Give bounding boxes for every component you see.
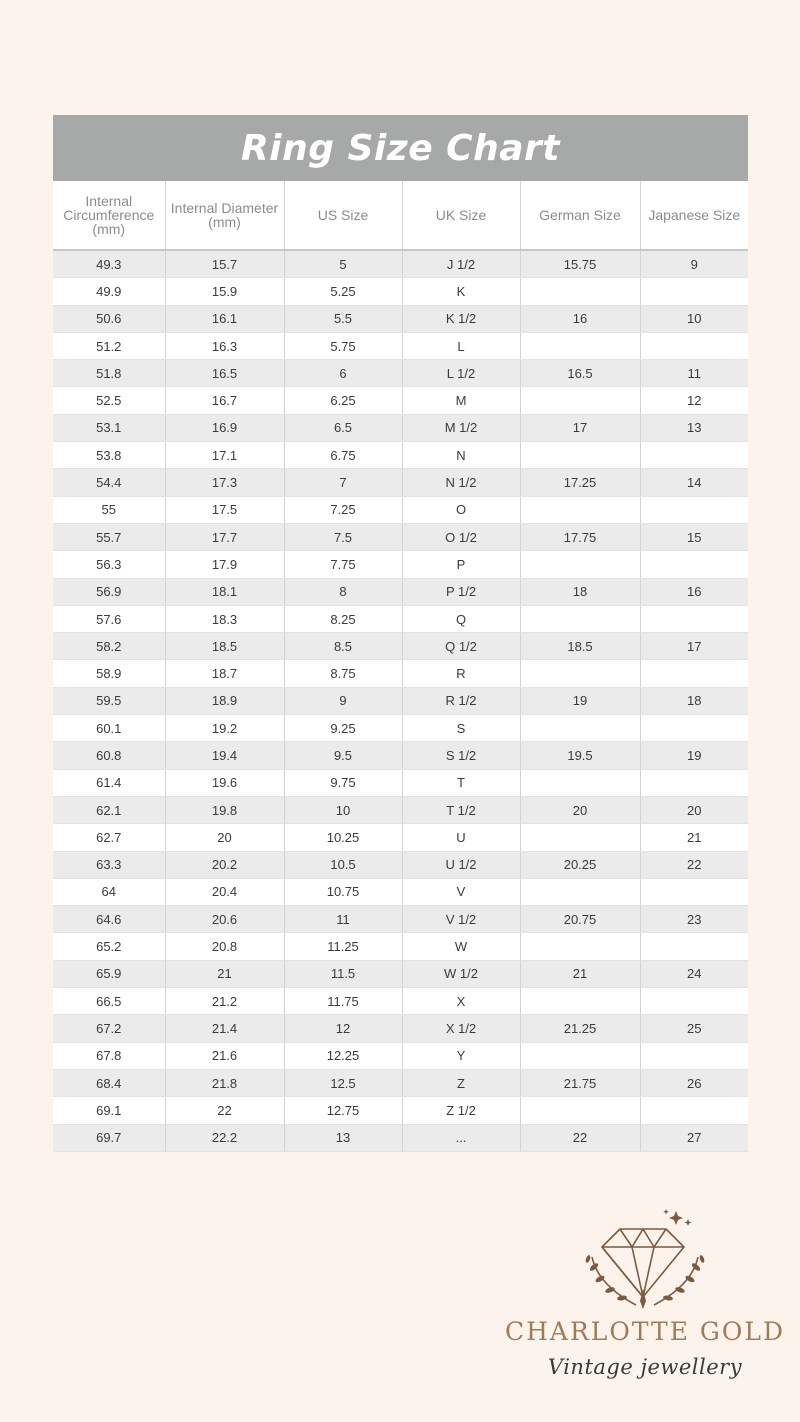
circumference-cell: 54.4: [53, 469, 165, 496]
table-row: [53, 878, 748, 905]
diameter-cell: 20: [165, 824, 284, 851]
japanese-size-cell: [640, 878, 748, 905]
circumference-cell: 64.6: [53, 906, 165, 933]
uk-size-cell: T: [402, 769, 520, 796]
uk-size-cell: S 1/2: [402, 742, 520, 769]
japanese-size-cell: [640, 551, 748, 578]
diameter-cell: 22.2: [165, 1124, 284, 1151]
circumference-cell: 59.5: [53, 687, 165, 714]
japanese-size-cell: 12: [640, 387, 748, 414]
uk-size-cell: Y: [402, 1042, 520, 1069]
table-row: [53, 1015, 748, 1042]
german-size-cell: 16.5: [520, 360, 640, 387]
uk-size-cell: Q: [402, 605, 520, 632]
us-size-cell: 6.5: [284, 414, 402, 441]
us-size-cell: 5.75: [284, 332, 402, 359]
us-size-cell: 8.75: [284, 660, 402, 687]
german-size-cell: [520, 278, 640, 305]
table-row: [53, 469, 748, 496]
circumference-cell: 68.4: [53, 1069, 165, 1096]
circumference-cell: 65.9: [53, 960, 165, 987]
us-size-cell: 7.75: [284, 551, 402, 578]
german-size-cell: 19: [520, 687, 640, 714]
german-size-cell: 17: [520, 414, 640, 441]
german-size-cell: 21: [520, 960, 640, 987]
uk-size-cell: K 1/2: [402, 305, 520, 332]
german-size-cell: [520, 769, 640, 796]
circumference-cell: 55.7: [53, 523, 165, 550]
german-size-cell: [520, 660, 640, 687]
table-row: [53, 742, 748, 769]
header-us-size: US Size: [284, 181, 402, 250]
uk-size-cell: T 1/2: [402, 796, 520, 823]
us-size-cell: 7.25: [284, 496, 402, 523]
table-row: [53, 332, 748, 359]
ring-size-chart: [53, 115, 748, 1152]
diameter-cell: 17.5: [165, 496, 284, 523]
circumference-cell: 51.8: [53, 360, 165, 387]
uk-size-cell: V 1/2: [402, 906, 520, 933]
table-row: [53, 496, 748, 523]
header-row: [53, 181, 748, 250]
table-row: [53, 933, 748, 960]
table-row: [53, 960, 748, 987]
diameter-cell: 19.4: [165, 742, 284, 769]
us-size-cell: 8.25: [284, 605, 402, 632]
japanese-size-cell: [640, 1042, 748, 1069]
us-size-cell: 9: [284, 687, 402, 714]
german-size-cell: 17.25: [520, 469, 640, 496]
circumference-cell: 53.8: [53, 442, 165, 469]
table-row: [53, 906, 748, 933]
uk-size-cell: P: [402, 551, 520, 578]
uk-size-cell: N: [402, 442, 520, 469]
japanese-size-cell: 9: [640, 250, 748, 278]
us-size-cell: 7.5: [284, 523, 402, 550]
circumference-cell: 55: [53, 496, 165, 523]
german-size-cell: 18.5: [520, 633, 640, 660]
us-size-cell: 11.5: [284, 960, 402, 987]
uk-size-cell: O: [402, 496, 520, 523]
brand-tagline: Vintage jewellery: [547, 1355, 743, 1379]
uk-size-cell: U: [402, 824, 520, 851]
table-row: [53, 988, 748, 1015]
us-size-cell: 7: [284, 469, 402, 496]
circumference-cell: 49.3: [53, 250, 165, 278]
german-size-cell: 15.75: [520, 250, 640, 278]
header-german-size: German Size: [520, 181, 640, 250]
uk-size-cell: K: [402, 278, 520, 305]
japanese-size-cell: 18: [640, 687, 748, 714]
german-size-cell: [520, 715, 640, 742]
us-size-cell: 12: [284, 1015, 402, 1042]
us-size-cell: 8.5: [284, 633, 402, 660]
uk-size-cell: U 1/2: [402, 851, 520, 878]
table-row: [53, 605, 748, 632]
circumference-cell: 56.9: [53, 578, 165, 605]
circumference-cell: 60.1: [53, 715, 165, 742]
circumference-cell: 52.5: [53, 387, 165, 414]
table-row: [53, 1042, 748, 1069]
diameter-cell: 15.7: [165, 250, 284, 278]
us-size-cell: 8: [284, 578, 402, 605]
header-uk-size: UK Size: [402, 181, 520, 250]
table-row: [53, 1069, 748, 1096]
circumference-cell: 67.8: [53, 1042, 165, 1069]
diameter-cell: 21.4: [165, 1015, 284, 1042]
japanese-size-cell: [640, 1097, 748, 1124]
german-size-cell: [520, 442, 640, 469]
german-size-cell: [520, 933, 640, 960]
circumference-cell: 51.2: [53, 332, 165, 359]
japanese-size-cell: [640, 496, 748, 523]
us-size-cell: 12.25: [284, 1042, 402, 1069]
japanese-size-cell: 19: [640, 742, 748, 769]
circumference-cell: 65.2: [53, 933, 165, 960]
header-japanese-size: Japanese Size: [640, 181, 748, 250]
german-size-cell: 17.75: [520, 523, 640, 550]
german-size-cell: 20: [520, 796, 640, 823]
german-size-cell: 19.5: [520, 742, 640, 769]
circumference-cell: 69.7: [53, 1124, 165, 1151]
circumference-cell: 57.6: [53, 605, 165, 632]
table-row: [53, 305, 748, 332]
japanese-size-cell: 16: [640, 578, 748, 605]
us-size-cell: 9.5: [284, 742, 402, 769]
japanese-size-cell: 13: [640, 414, 748, 441]
table-row: [53, 551, 748, 578]
size-table: [53, 181, 748, 1152]
us-size-cell: 10.25: [284, 824, 402, 851]
circumference-cell: 61.4: [53, 769, 165, 796]
japanese-size-cell: [640, 933, 748, 960]
circumference-cell: 58.9: [53, 660, 165, 687]
us-size-cell: 5: [284, 250, 402, 278]
uk-size-cell: V: [402, 878, 520, 905]
circumference-cell: 56.3: [53, 551, 165, 578]
japanese-size-cell: [640, 769, 748, 796]
japanese-size-cell: [640, 332, 748, 359]
japanese-size-cell: 23: [640, 906, 748, 933]
diameter-cell: 18.3: [165, 605, 284, 632]
circumference-cell: 49.9: [53, 278, 165, 305]
us-size-cell: 13: [284, 1124, 402, 1151]
diameter-cell: 18.5: [165, 633, 284, 660]
brand-block: [500, 1205, 790, 1405]
japanese-size-cell: [640, 715, 748, 742]
diameter-cell: 18.7: [165, 660, 284, 687]
german-size-cell: [520, 988, 640, 1015]
table-row: [53, 660, 748, 687]
table-row: [53, 1097, 748, 1124]
brand-name: CHARLOTTE GOLD: [504, 1317, 786, 1346]
uk-size-cell: W 1/2: [402, 960, 520, 987]
german-size-cell: 21.25: [520, 1015, 640, 1042]
table-row: [53, 687, 748, 714]
us-size-cell: 6: [284, 360, 402, 387]
us-size-cell: 12.75: [284, 1097, 402, 1124]
diameter-cell: 21.2: [165, 988, 284, 1015]
japanese-size-cell: [640, 605, 748, 632]
uk-size-cell: ...: [402, 1124, 520, 1151]
diameter-cell: 19.8: [165, 796, 284, 823]
diameter-cell: 20.8: [165, 933, 284, 960]
diameter-cell: 17.1: [165, 442, 284, 469]
us-size-cell: 5.5: [284, 305, 402, 332]
circumference-cell: 62.1: [53, 796, 165, 823]
japanese-size-cell: [640, 660, 748, 687]
japanese-size-cell: [640, 988, 748, 1015]
german-size-cell: 20.25: [520, 851, 640, 878]
table-body: [53, 250, 748, 1151]
uk-size-cell: W: [402, 933, 520, 960]
japanese-size-cell: [640, 278, 748, 305]
uk-size-cell: M 1/2: [402, 414, 520, 441]
german-size-cell: [520, 332, 640, 359]
diameter-cell: 16.7: [165, 387, 284, 414]
us-size-cell: 11.25: [284, 933, 402, 960]
japanese-size-cell: 21: [640, 824, 748, 851]
us-size-cell: 10.5: [284, 851, 402, 878]
table-row: [53, 851, 748, 878]
diameter-cell: 16.9: [165, 414, 284, 441]
german-size-cell: 20.75: [520, 906, 640, 933]
table-row: [53, 1124, 748, 1151]
table-row: [53, 250, 748, 278]
german-size-cell: [520, 1097, 640, 1124]
uk-size-cell: M: [402, 387, 520, 414]
uk-size-cell: X: [402, 988, 520, 1015]
us-size-cell: 12.5: [284, 1069, 402, 1096]
circumference-cell: 64: [53, 878, 165, 905]
japanese-size-cell: 17: [640, 633, 748, 660]
german-size-cell: 16: [520, 305, 640, 332]
us-size-cell: 6.75: [284, 442, 402, 469]
japanese-size-cell: [640, 442, 748, 469]
german-size-cell: [520, 824, 640, 851]
us-size-cell: 5.25: [284, 278, 402, 305]
uk-size-cell: N 1/2: [402, 469, 520, 496]
table-row: [53, 387, 748, 414]
circumference-cell: 50.6: [53, 305, 165, 332]
diameter-cell: 21.6: [165, 1042, 284, 1069]
circumference-cell: 53.1: [53, 414, 165, 441]
circumference-cell: 58.2: [53, 633, 165, 660]
uk-size-cell: L: [402, 332, 520, 359]
circumference-cell: 63.3: [53, 851, 165, 878]
table-row: [53, 360, 748, 387]
german-size-cell: [520, 1042, 640, 1069]
header-diameter: Internal Diameter (mm): [165, 181, 284, 250]
japanese-size-cell: 15: [640, 523, 748, 550]
diameter-cell: 20.6: [165, 906, 284, 933]
table-row: [53, 715, 748, 742]
german-size-cell: [520, 878, 640, 905]
japanese-size-cell: 10: [640, 305, 748, 332]
diamond-wreath-icon: [580, 1205, 710, 1310]
us-size-cell: 10: [284, 796, 402, 823]
circumference-cell: 69.1: [53, 1097, 165, 1124]
table-row: [53, 578, 748, 605]
japanese-size-cell: 25: [640, 1015, 748, 1042]
german-size-cell: [520, 551, 640, 578]
us-size-cell: 9.25: [284, 715, 402, 742]
diameter-cell: 16.3: [165, 332, 284, 359]
table-row: [53, 278, 748, 305]
table-row: [53, 523, 748, 550]
japanese-size-cell: 26: [640, 1069, 748, 1096]
japanese-size-cell: 11: [640, 360, 748, 387]
diameter-cell: 20.2: [165, 851, 284, 878]
us-size-cell: 11.75: [284, 988, 402, 1015]
us-size-cell: 6.25: [284, 387, 402, 414]
uk-size-cell: R 1/2: [402, 687, 520, 714]
japanese-size-cell: 14: [640, 469, 748, 496]
chart-title: Ring Size Chart: [53, 115, 748, 181]
us-size-cell: 11: [284, 906, 402, 933]
diameter-cell: 16.5: [165, 360, 284, 387]
diameter-cell: 19.6: [165, 769, 284, 796]
circumference-cell: 67.2: [53, 1015, 165, 1042]
us-size-cell: 10.75: [284, 878, 402, 905]
header-circumference: Internal Circumference (mm): [53, 181, 165, 250]
uk-size-cell: J 1/2: [402, 250, 520, 278]
table-row: [53, 442, 748, 469]
german-size-cell: [520, 496, 640, 523]
german-size-cell: 18: [520, 578, 640, 605]
circumference-cell: 60.8: [53, 742, 165, 769]
diameter-cell: 18.9: [165, 687, 284, 714]
diameter-cell: 17.3: [165, 469, 284, 496]
japanese-size-cell: 24: [640, 960, 748, 987]
diameter-cell: 22: [165, 1097, 284, 1124]
uk-size-cell: R: [402, 660, 520, 687]
diameter-cell: 16.1: [165, 305, 284, 332]
uk-size-cell: X 1/2: [402, 1015, 520, 1042]
table-row: [53, 824, 748, 851]
diameter-cell: 19.2: [165, 715, 284, 742]
table-row: [53, 414, 748, 441]
japanese-size-cell: 20: [640, 796, 748, 823]
uk-size-cell: L 1/2: [402, 360, 520, 387]
diameter-cell: 15.9: [165, 278, 284, 305]
german-size-cell: [520, 605, 640, 632]
german-size-cell: [520, 387, 640, 414]
uk-size-cell: Z 1/2: [402, 1097, 520, 1124]
uk-size-cell: O 1/2: [402, 523, 520, 550]
diameter-cell: 17.9: [165, 551, 284, 578]
table-row: [53, 796, 748, 823]
uk-size-cell: Z: [402, 1069, 520, 1096]
table-row: [53, 633, 748, 660]
diameter-cell: 21.8: [165, 1069, 284, 1096]
diameter-cell: 20.4: [165, 878, 284, 905]
uk-size-cell: S: [402, 715, 520, 742]
diameter-cell: 17.7: [165, 523, 284, 550]
german-size-cell: 21.75: [520, 1069, 640, 1096]
uk-size-cell: Q 1/2: [402, 633, 520, 660]
uk-size-cell: P 1/2: [402, 578, 520, 605]
diameter-cell: 21: [165, 960, 284, 987]
table-row: [53, 769, 748, 796]
us-size-cell: 9.75: [284, 769, 402, 796]
circumference-cell: 62.7: [53, 824, 165, 851]
german-size-cell: 22: [520, 1124, 640, 1151]
japanese-size-cell: 27: [640, 1124, 748, 1151]
circumference-cell: 66.5: [53, 988, 165, 1015]
diameter-cell: 18.1: [165, 578, 284, 605]
japanese-size-cell: 22: [640, 851, 748, 878]
